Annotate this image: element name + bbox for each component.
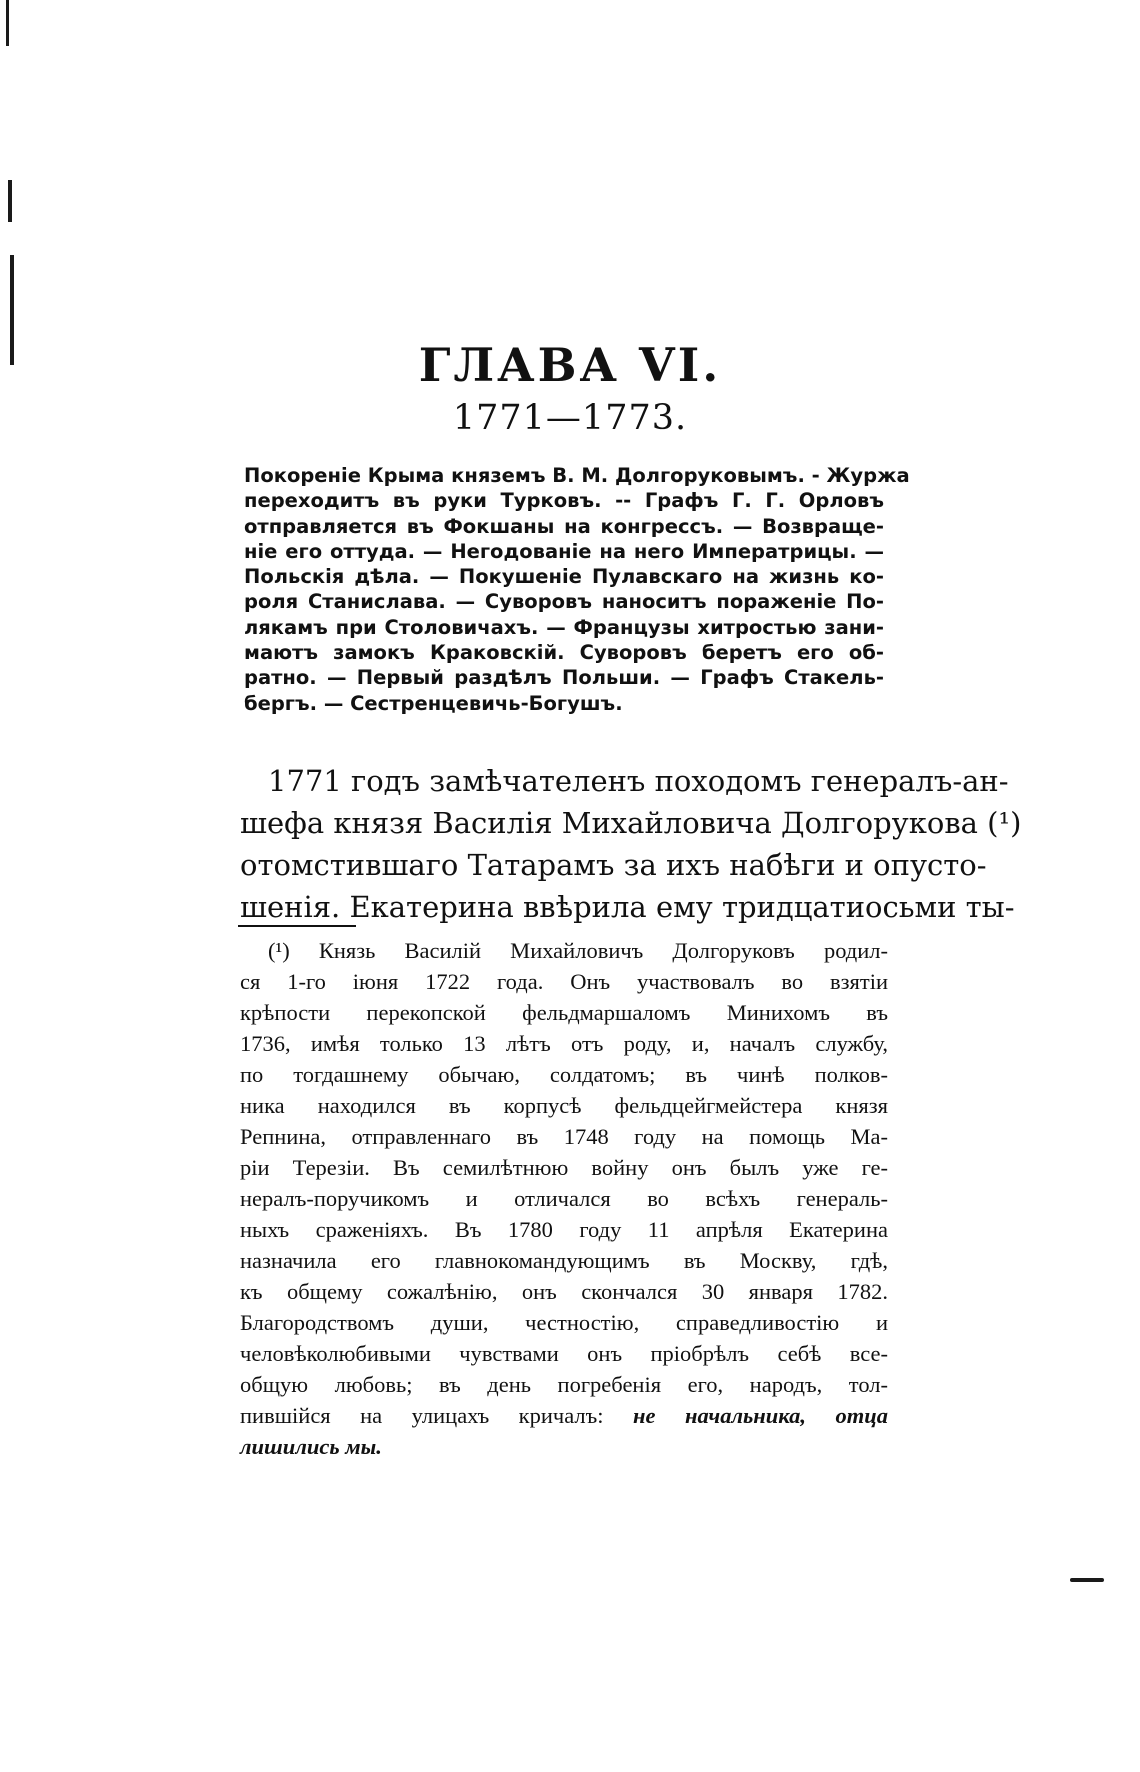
summary-line: маютъ замокъ Краковскій. Суворовъ беретъ его об- [244, 641, 884, 665]
footnote-line: ся 1-го іюня 1722 года. Онъ участвовалъ во взятіи [240, 969, 888, 994]
body-line: шефа князя Василія Михайловича Долгорукова (¹) [240, 806, 1022, 840]
body-line: шенія. Екатерина ввѣрила ему тридцатиосьми ты- [240, 890, 1015, 924]
summary-line: отправляется въ Фокшаны на конгрессъ. — Возвраще- [244, 514, 884, 538]
summary-line: лякамъ при Столовичахъ. — Французы хитростью зани- [244, 615, 884, 639]
footnote-italic-quote-end: лишились мы. [240, 1434, 382, 1459]
footnote-divider [238, 925, 356, 927]
footnote-plain-text: пившійся на улицахъ кричалъ: [240, 1403, 604, 1428]
chapter-years: 1771—1773. [452, 398, 688, 438]
scan-edge-mark [6, 0, 9, 46]
footnote-italic-quote: не начальника, отца [633, 1403, 889, 1428]
body-text [240, 760, 1022, 928]
summary-line: бергъ. — Сестренцевичь-Богушъ. [244, 691, 623, 715]
footnote-line: общую любовь; въ день погребенія его, народъ, тол- [240, 1372, 888, 1397]
footnote-line: человѣколюбивыми чувствами онъ пріобрѣлъ себѣ все- [240, 1341, 888, 1366]
body-line: 1771 годъ замѣчателенъ походомъ генералъ-ан- [268, 764, 1009, 798]
summary-line: ратно. — Первый раздѣлъ Польши. — Графъ Стакель- [244, 666, 884, 690]
footnote-line: назначила его главнокомандующимъ въ Москву, гдѣ, [240, 1248, 888, 1273]
summary-line: Польскія дѣла. — Покушеніе Пулавскаго на жизнь ко- [244, 565, 884, 589]
scan-edge-mark [1070, 1578, 1104, 1582]
footnote-line: нералъ-поручикомъ и отличался во всѣхъ генераль- [240, 1186, 888, 1211]
footnote-line-mixed [240, 1400, 888, 1431]
summary-line: Покореніе Крыма княземъ В. М. Долгоруковымъ. - Журжа [244, 464, 910, 487]
footnote-line: ныхъ сраженіяхъ. Въ 1780 году 11 апрѣля Екатерина [240, 1217, 888, 1242]
body-line: отомстившаго Татарамъ за ихъ набѣги и опусто- [240, 848, 987, 882]
footnote-line: (¹) Князь Василій Михайловичъ Долгоруковъ родил- [268, 938, 888, 963]
summary-line: ніе его оттуда. — Негодованіе на него Императрицы. — [244, 539, 884, 563]
footnote-line: ника находился въ корпусѣ фельдцейгмейстера князя [240, 1093, 888, 1118]
footnote-line: Благородствомъ души, честностію, справедливостію и [240, 1310, 888, 1335]
footnote-line: 1736, имѣя только 13 лѣтъ отъ роду, и, началъ службу, [240, 1031, 888, 1056]
footnote-line: Репнина, отправленнаго въ 1748 году на помощь Ма- [240, 1124, 888, 1149]
footnote-line: къ общему сожалѣнію, онъ скончался 30 января 1782. [240, 1279, 888, 1304]
chapter-summary [244, 463, 910, 716]
footnote-line [240, 1431, 888, 1462]
footnote [240, 935, 888, 1462]
footnote-line: по тогдашнему обычаю, солдатомъ; въ чинѣ полков- [240, 1062, 888, 1087]
footnote-line: крѣпости перекопской фельдмаршаломъ Минихомъ въ [240, 1000, 888, 1025]
footnote-line: ріи Терезіи. Въ семилѣтнюю войну онъ былъ уже ге- [240, 1155, 888, 1180]
summary-line: роля Станислава. — Суворовъ наноситъ пораженіе По- [244, 590, 884, 614]
summary-line: переходитъ въ руки Турковъ. -- Графъ Г. Г. Орловъ [244, 489, 884, 513]
chapter-title: ГЛАВА VI. [418, 338, 722, 392]
scan-edge-mark [8, 180, 12, 222]
